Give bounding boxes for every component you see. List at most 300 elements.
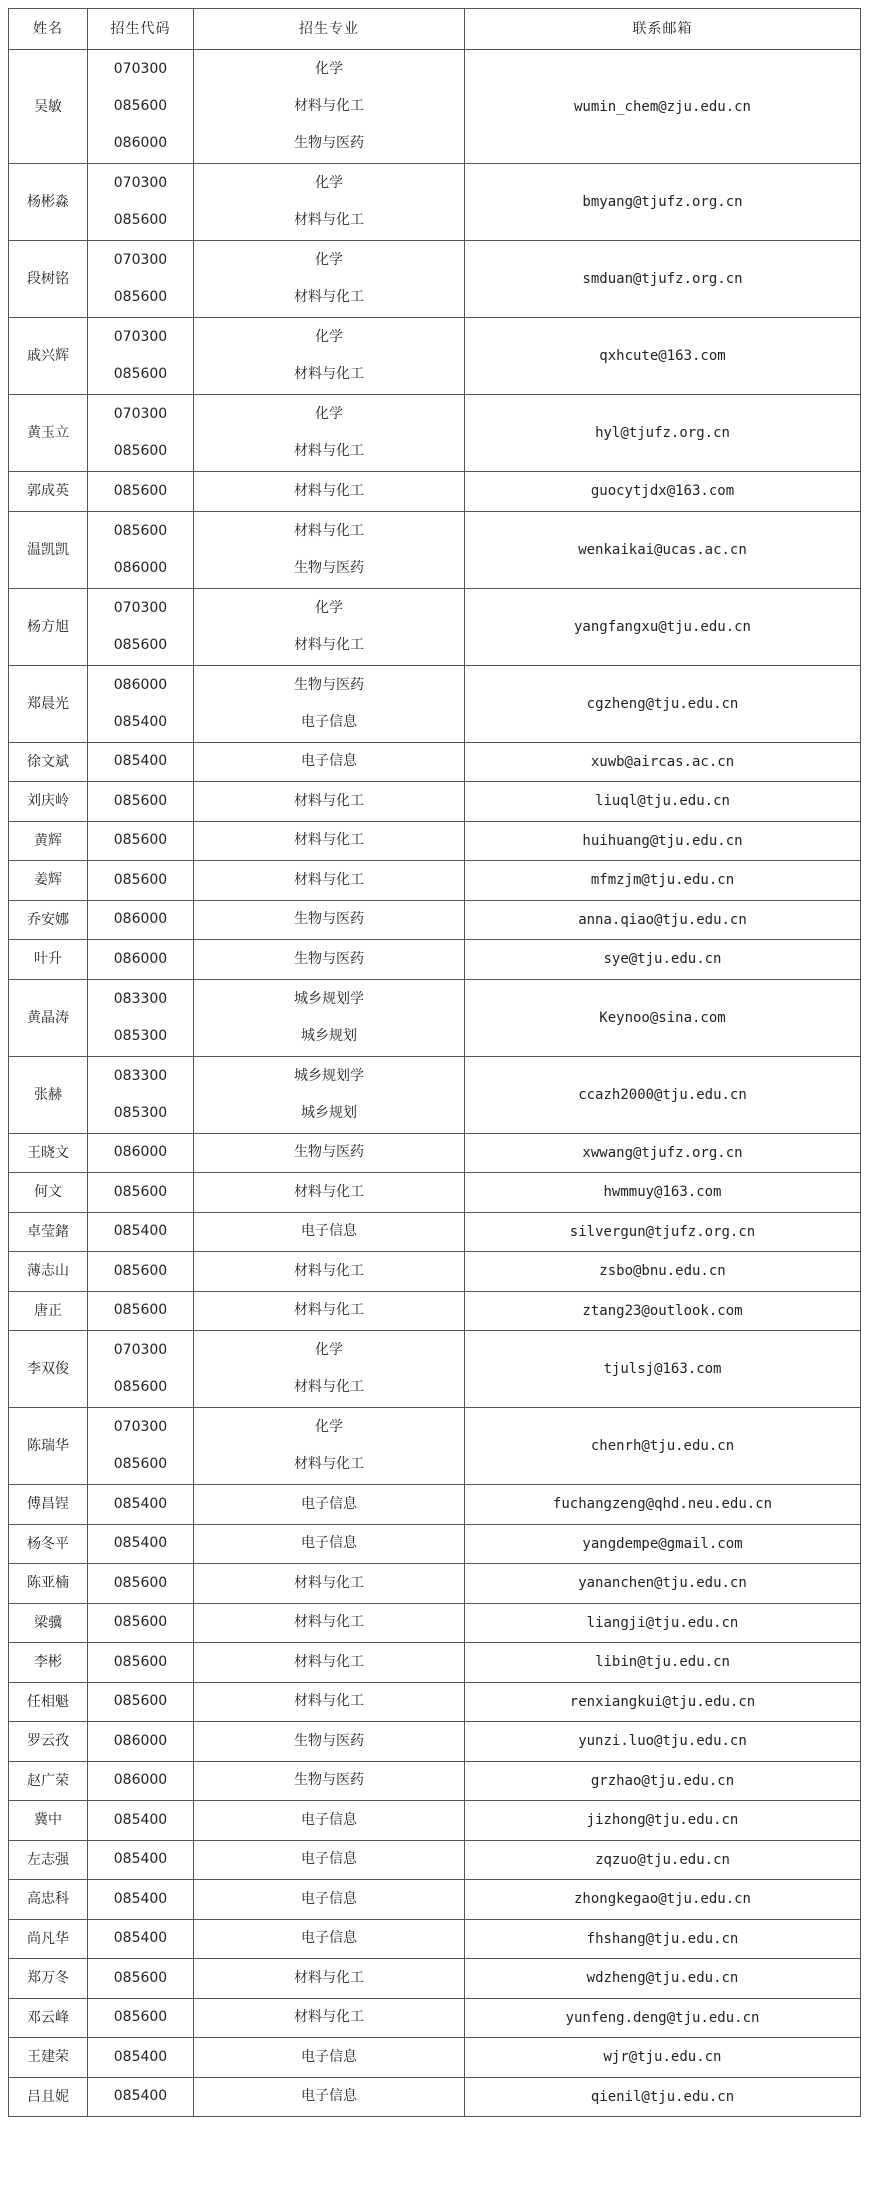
- cell-email: mfmzjm@tju.edu.cn: [465, 861, 861, 901]
- table-row: [9, 940, 861, 980]
- cell-code: [88, 1252, 194, 1292]
- cell-major: [194, 1682, 465, 1722]
- enrollment-code: 086000: [113, 1772, 168, 1789]
- enrollment-code: 070300: [113, 252, 168, 268]
- table-row: [9, 1564, 861, 1604]
- header-code: 招生代码: [88, 9, 194, 50]
- enrollment-code: 086000: [113, 1732, 168, 1749]
- cell-name: 王晓文: [9, 1133, 88, 1173]
- enrollment-code: 070300: [113, 406, 168, 422]
- enrollment-major: 化学: [315, 329, 343, 345]
- enrollment-code: 085600: [113, 289, 168, 305]
- cell-name: 陈亚楠: [9, 1564, 88, 1604]
- cell-major: [194, 821, 465, 861]
- cell-code: [88, 1212, 194, 1252]
- cell-code: [88, 588, 194, 665]
- enrollment-code: 085600: [113, 1456, 168, 1472]
- cell-code: [88, 1408, 194, 1485]
- cell-email: cgzheng@tju.edu.cn: [465, 665, 861, 742]
- enrollment-major: 生物与医药: [294, 950, 364, 967]
- cell-email: zqzuo@tju.edu.cn: [465, 1840, 861, 1880]
- cell-name: 温凯凯: [9, 511, 88, 588]
- enrollment-code: 085600: [113, 98, 168, 114]
- enrollment-major: 材料与化工: [294, 443, 364, 459]
- cell-email: xwwang@tjufz.org.cn: [465, 1133, 861, 1173]
- enrollment-code: 085300: [113, 1027, 168, 1044]
- table-row: [9, 1056, 861, 1133]
- enrollment-major: 城乡规划学: [294, 990, 364, 1007]
- header-row: [9, 9, 861, 50]
- cell-name: 尚凡华: [9, 1919, 88, 1959]
- table-row: [9, 1880, 861, 1920]
- enrollment-code: 086000: [113, 135, 168, 151]
- cell-major: [194, 861, 465, 901]
- enrollment-major: 化学: [315, 1342, 343, 1358]
- enrollment-major: 电子信息: [301, 1535, 357, 1552]
- enrollment-major: 化学: [315, 406, 343, 422]
- cell-code: [88, 1959, 194, 1999]
- cell-code: [88, 1682, 194, 1722]
- cell-code: [88, 821, 194, 861]
- enrollment-code: 086000: [113, 1144, 168, 1161]
- enrollment-major: 生物与医药: [294, 135, 364, 151]
- table-row: [9, 742, 861, 782]
- header-email: 联系邮箱: [465, 9, 861, 50]
- cell-name: 梁骥: [9, 1603, 88, 1643]
- enrollment-major: 生物与医药: [294, 1144, 364, 1161]
- enrollment-code: 070300: [113, 599, 168, 616]
- cell-code: [88, 164, 194, 241]
- enrollment-code: 085300: [113, 1104, 168, 1121]
- table-row: [9, 318, 861, 395]
- enrollment-code: 085400: [113, 2048, 168, 2065]
- enrollment-code: 085600: [113, 212, 168, 228]
- cell-name: 李彬: [9, 1643, 88, 1683]
- enrollment-major: 电子信息: [301, 713, 357, 730]
- enrollment-major: 电子信息: [301, 753, 357, 770]
- cell-email: guocytjdx@163.com: [465, 472, 861, 512]
- enrollment-code: 085600: [113, 1693, 168, 1710]
- cell-code: [88, 665, 194, 742]
- cell-code: [88, 241, 194, 318]
- cell-name: 郑万冬: [9, 1959, 88, 1999]
- enrollment-major: 生物与医药: [294, 1772, 364, 1789]
- cell-major: [194, 1056, 465, 1133]
- enrollment-code: 085400: [113, 1495, 168, 1512]
- cell-name: 赵广荣: [9, 1761, 88, 1801]
- cell-name: 姜辉: [9, 861, 88, 901]
- cell-code: [88, 318, 194, 395]
- cell-major: [194, 1801, 465, 1841]
- cell-code: [88, 1173, 194, 1213]
- enrollment-code: 086000: [113, 559, 168, 576]
- enrollment-code: 085400: [113, 1930, 168, 1947]
- enrollment-major: 材料与化工: [294, 2009, 364, 2026]
- cell-major: [194, 241, 465, 318]
- cell-email: hwmmuy@163.com: [465, 1173, 861, 1213]
- supervisor-contact-table: [8, 8, 861, 2117]
- cell-major: [194, 1840, 465, 1880]
- enrollment-code: 086000: [113, 676, 168, 693]
- cell-major: [194, 164, 465, 241]
- cell-major: [194, 1485, 465, 1525]
- enrollment-major: 生物与医药: [294, 676, 364, 693]
- cell-email: anna.qiao@tju.edu.cn: [465, 900, 861, 940]
- cell-code: [88, 900, 194, 940]
- enrollment-major: 材料与化工: [294, 1302, 364, 1319]
- cell-code: [88, 2077, 194, 2117]
- table-row: [9, 665, 861, 742]
- cell-code: [88, 1801, 194, 1841]
- cell-code: [88, 782, 194, 822]
- cell-major: [194, 50, 465, 164]
- enrollment-code: 085600: [113, 1262, 168, 1279]
- cell-email: yangdempe@gmail.com: [465, 1524, 861, 1564]
- cell-major: [194, 782, 465, 822]
- cell-email: fhshang@tju.edu.cn: [465, 1919, 861, 1959]
- cell-major: [194, 1880, 465, 1920]
- cell-email: wjr@tju.edu.cn: [465, 2038, 861, 2078]
- cell-name: 徐文斌: [9, 742, 88, 782]
- cell-major: [194, 1331, 465, 1408]
- cell-email: Keynoo@sina.com: [465, 979, 861, 1056]
- table-row: [9, 782, 861, 822]
- cell-name: 黄玉立: [9, 395, 88, 472]
- enrollment-code: 085600: [113, 443, 168, 459]
- table-row: [9, 2077, 861, 2117]
- cell-name: 段树铭: [9, 241, 88, 318]
- enrollment-major: 生物与医药: [294, 1732, 364, 1749]
- table-row: [9, 1291, 861, 1331]
- enrollment-code: 085600: [113, 636, 168, 653]
- cell-major: [194, 2077, 465, 2117]
- table-row: [9, 979, 861, 1056]
- table-row: [9, 1524, 861, 1564]
- cell-major: [194, 588, 465, 665]
- cell-code: [88, 1761, 194, 1801]
- enrollment-code: 085600: [113, 792, 168, 809]
- table-row: [9, 511, 861, 588]
- cell-major: [194, 1603, 465, 1643]
- enrollment-code: 085600: [113, 2009, 168, 2026]
- enrollment-major: 材料与化工: [294, 212, 364, 228]
- cell-name: 何文: [9, 1173, 88, 1213]
- cell-major: [194, 1408, 465, 1485]
- cell-code: [88, 1056, 194, 1133]
- enrollment-major: 生物与医药: [294, 911, 364, 928]
- cell-name: 卓莹鍺: [9, 1212, 88, 1252]
- cell-major: [194, 1212, 465, 1252]
- enrollment-code: 085400: [113, 1535, 168, 1552]
- enrollment-major: 材料与化工: [294, 636, 364, 653]
- cell-email: chenrh@tju.edu.cn: [465, 1408, 861, 1485]
- cell-code: [88, 2038, 194, 2078]
- cell-major: [194, 979, 465, 1056]
- cell-email: qienil@tju.edu.cn: [465, 2077, 861, 2117]
- table-row: [9, 472, 861, 512]
- enrollment-major: 城乡规划: [301, 1104, 357, 1121]
- enrollment-major: 电子信息: [301, 1811, 357, 1828]
- table-row: [9, 588, 861, 665]
- cell-email: yangfangxu@tju.edu.cn: [465, 588, 861, 665]
- enrollment-code: 085600: [113, 366, 168, 382]
- enrollment-code: 070300: [113, 61, 168, 77]
- cell-major: [194, 742, 465, 782]
- cell-email: wumin_chem@zju.edu.cn: [465, 50, 861, 164]
- cell-code: [88, 861, 194, 901]
- cell-major: [194, 1133, 465, 1173]
- enrollment-code: 070300: [113, 329, 168, 345]
- enrollment-code: 083300: [113, 990, 168, 1007]
- enrollment-code: 085600: [113, 1379, 168, 1395]
- cell-major: [194, 1564, 465, 1604]
- cell-name: 王建荣: [9, 2038, 88, 2078]
- cell-code: [88, 472, 194, 512]
- table-row: [9, 1331, 861, 1408]
- table-row: [9, 1919, 861, 1959]
- cell-major: [194, 1959, 465, 1999]
- enrollment-major: 材料与化工: [294, 1379, 364, 1395]
- cell-name: 刘庆岭: [9, 782, 88, 822]
- cell-code: [88, 1840, 194, 1880]
- cell-name: 杨彬淼: [9, 164, 88, 241]
- cell-email: wenkaikai@ucas.ac.cn: [465, 511, 861, 588]
- cell-code: [88, 1643, 194, 1683]
- enrollment-code: 085600: [113, 1614, 168, 1631]
- table-row: [9, 1761, 861, 1801]
- table-row: [9, 821, 861, 861]
- cell-email: ccazh2000@tju.edu.cn: [465, 1056, 861, 1133]
- header-major: 招生专业: [194, 9, 465, 50]
- table-row: [9, 241, 861, 318]
- enrollment-major: 材料与化工: [294, 1969, 364, 1986]
- cell-name: 叶升: [9, 940, 88, 980]
- cell-email: yunzi.luo@tju.edu.cn: [465, 1722, 861, 1762]
- enrollment-major: 电子信息: [301, 2088, 357, 2105]
- enrollment-code: 085600: [113, 1653, 168, 1670]
- cell-email: zhongkegao@tju.edu.cn: [465, 1880, 861, 1920]
- table-row: [9, 1133, 861, 1173]
- cell-major: [194, 1998, 465, 2038]
- enrollment-code: 083300: [113, 1067, 168, 1084]
- table-row: [9, 1173, 861, 1213]
- enrollment-code: 085600: [113, 522, 168, 539]
- cell-email: qxhcute@163.com: [465, 318, 861, 395]
- cell-name: 邓云峰: [9, 1998, 88, 2038]
- cell-email: liangji@tju.edu.cn: [465, 1603, 861, 1643]
- enrollment-code: 085600: [113, 1574, 168, 1591]
- cell-major: [194, 1722, 465, 1762]
- cell-name: 李双俊: [9, 1331, 88, 1408]
- enrollment-major: 化学: [315, 599, 343, 616]
- enrollment-code: 070300: [113, 175, 168, 191]
- cell-major: [194, 1761, 465, 1801]
- enrollment-code: 070300: [113, 1342, 168, 1358]
- cell-code: [88, 742, 194, 782]
- cell-name: 黄辉: [9, 821, 88, 861]
- cell-major: [194, 940, 465, 980]
- cell-email: zsbo@bnu.edu.cn: [465, 1252, 861, 1292]
- table-body: [9, 50, 861, 2117]
- cell-code: [88, 395, 194, 472]
- table-row: [9, 1722, 861, 1762]
- enrollment-major: 材料与化工: [294, 98, 364, 114]
- cell-code: [88, 1564, 194, 1604]
- cell-major: [194, 2038, 465, 2078]
- cell-code: [88, 1331, 194, 1408]
- cell-code: [88, 1998, 194, 2038]
- table-row: [9, 1998, 861, 2038]
- cell-name: 吴敏: [9, 50, 88, 164]
- cell-major: [194, 1643, 465, 1683]
- header-name: 姓名: [9, 9, 88, 50]
- cell-name: 吕且妮: [9, 2077, 88, 2117]
- cell-email: huihuang@tju.edu.cn: [465, 821, 861, 861]
- table-row: [9, 1485, 861, 1525]
- enrollment-major: 材料与化工: [294, 832, 364, 849]
- enrollment-major: 材料与化工: [294, 1183, 364, 1200]
- cell-major: [194, 900, 465, 940]
- cell-email: fuchangzeng@qhd.neu.edu.cn: [465, 1485, 861, 1525]
- cell-name: 黄晶涛: [9, 979, 88, 1056]
- cell-name: 唐正: [9, 1291, 88, 1331]
- enrollment-code: 085400: [113, 1811, 168, 1828]
- cell-name: 戚兴辉: [9, 318, 88, 395]
- enrollment-major: 材料与化工: [294, 522, 364, 539]
- enrollment-major: 材料与化工: [294, 1653, 364, 1670]
- cell-email: yananchen@tju.edu.cn: [465, 1564, 861, 1604]
- enrollment-major: 化学: [315, 252, 343, 268]
- cell-name: 郭成英: [9, 472, 88, 512]
- enrollment-major: 材料与化工: [294, 1262, 364, 1279]
- cell-email: silvergun@tjufz.org.cn: [465, 1212, 861, 1252]
- cell-code: [88, 979, 194, 1056]
- enrollment-major: 电子信息: [301, 1851, 357, 1868]
- cell-name: 罗云孜: [9, 1722, 88, 1762]
- cell-email: ztang23@outlook.com: [465, 1291, 861, 1331]
- cell-major: [194, 1173, 465, 1213]
- table-row: [9, 1801, 861, 1841]
- cell-name: 杨方旭: [9, 588, 88, 665]
- enrollment-major: 材料与化工: [294, 1456, 364, 1472]
- table-row: [9, 1840, 861, 1880]
- cell-email: tjulsj@163.com: [465, 1331, 861, 1408]
- table-row: [9, 1603, 861, 1643]
- cell-email: yunfeng.deng@tju.edu.cn: [465, 1998, 861, 2038]
- cell-name: 薄志山: [9, 1252, 88, 1292]
- cell-major: [194, 511, 465, 588]
- enrollment-major: 电子信息: [301, 1223, 357, 1240]
- enrollment-major: 生物与医药: [294, 559, 364, 576]
- cell-email: jizhong@tju.edu.cn: [465, 1801, 861, 1841]
- cell-code: [88, 940, 194, 980]
- cell-code: [88, 1291, 194, 1331]
- enrollment-code: 085400: [113, 1890, 168, 1907]
- enrollment-major: 材料与化工: [294, 1693, 364, 1710]
- cell-name: 郑晨光: [9, 665, 88, 742]
- enrollment-code: 085400: [113, 753, 168, 770]
- cell-email: bmyang@tjufz.org.cn: [465, 164, 861, 241]
- table-row: [9, 1959, 861, 1999]
- cell-email: renxiangkui@tju.edu.cn: [465, 1682, 861, 1722]
- table-row: [9, 2038, 861, 2078]
- cell-name: 张赫: [9, 1056, 88, 1133]
- cell-code: [88, 1880, 194, 1920]
- enrollment-major: 材料与化工: [294, 1614, 364, 1631]
- table-row: [9, 1252, 861, 1292]
- enrollment-major: 化学: [315, 1419, 343, 1435]
- enrollment-major: 材料与化工: [294, 289, 364, 305]
- enrollment-code: 085400: [113, 2088, 168, 2105]
- cell-code: [88, 1919, 194, 1959]
- cell-name: 乔安娜: [9, 900, 88, 940]
- table-row: [9, 164, 861, 241]
- table-row: [9, 1212, 861, 1252]
- cell-major: [194, 472, 465, 512]
- enrollment-major: 电子信息: [301, 1495, 357, 1512]
- enrollment-code: 085400: [113, 1223, 168, 1240]
- enrollment-major: 电子信息: [301, 2048, 357, 2065]
- cell-name: 杨冬平: [9, 1524, 88, 1564]
- cell-code: [88, 1524, 194, 1564]
- enrollment-major: 化学: [315, 175, 343, 191]
- table-row: [9, 395, 861, 472]
- cell-email: libin@tju.edu.cn: [465, 1643, 861, 1683]
- cell-major: [194, 1919, 465, 1959]
- cell-email: liuql@tju.edu.cn: [465, 782, 861, 822]
- enrollment-code: 070300: [113, 1419, 168, 1435]
- cell-major: [194, 318, 465, 395]
- enrollment-major: 城乡规划: [301, 1027, 357, 1044]
- cell-code: [88, 1722, 194, 1762]
- enrollment-code: 085600: [113, 1183, 168, 1200]
- cell-name: 傅昌锃: [9, 1485, 88, 1525]
- enrollment-code: 085400: [113, 1851, 168, 1868]
- table-row: [9, 1682, 861, 1722]
- cell-email: grzhao@tju.edu.cn: [465, 1761, 861, 1801]
- enrollment-major: 材料与化工: [294, 366, 364, 382]
- table-header: [9, 9, 861, 50]
- cell-name: 陈瑞华: [9, 1408, 88, 1485]
- enrollment-major: 电子信息: [301, 1930, 357, 1947]
- enrollment-major: 材料与化工: [294, 482, 364, 499]
- cell-name: 任相魁: [9, 1682, 88, 1722]
- cell-email: sye@tju.edu.cn: [465, 940, 861, 980]
- enrollment-code: 085400: [113, 713, 168, 730]
- table-row: [9, 1643, 861, 1683]
- enrollment-code: 086000: [113, 911, 168, 928]
- cell-email: wdzheng@tju.edu.cn: [465, 1959, 861, 1999]
- cell-code: [88, 1485, 194, 1525]
- cell-major: [194, 1524, 465, 1564]
- enrollment-code: 085600: [113, 871, 168, 888]
- enrollment-major: 城乡规划学: [294, 1067, 364, 1084]
- enrollment-major: 材料与化工: [294, 792, 364, 809]
- cell-email: xuwb@aircas.ac.cn: [465, 742, 861, 782]
- cell-code: [88, 1133, 194, 1173]
- enrollment-major: 化学: [315, 61, 343, 77]
- enrollment-major: 材料与化工: [294, 1574, 364, 1591]
- cell-major: [194, 1252, 465, 1292]
- cell-name: 左志强: [9, 1840, 88, 1880]
- enrollment-major: 电子信息: [301, 1890, 357, 1907]
- table-row: [9, 861, 861, 901]
- cell-email: hyl@tjufz.org.cn: [465, 395, 861, 472]
- cell-code: [88, 1603, 194, 1643]
- table-row: [9, 50, 861, 164]
- cell-major: [194, 665, 465, 742]
- cell-name: 高忠科: [9, 1880, 88, 1920]
